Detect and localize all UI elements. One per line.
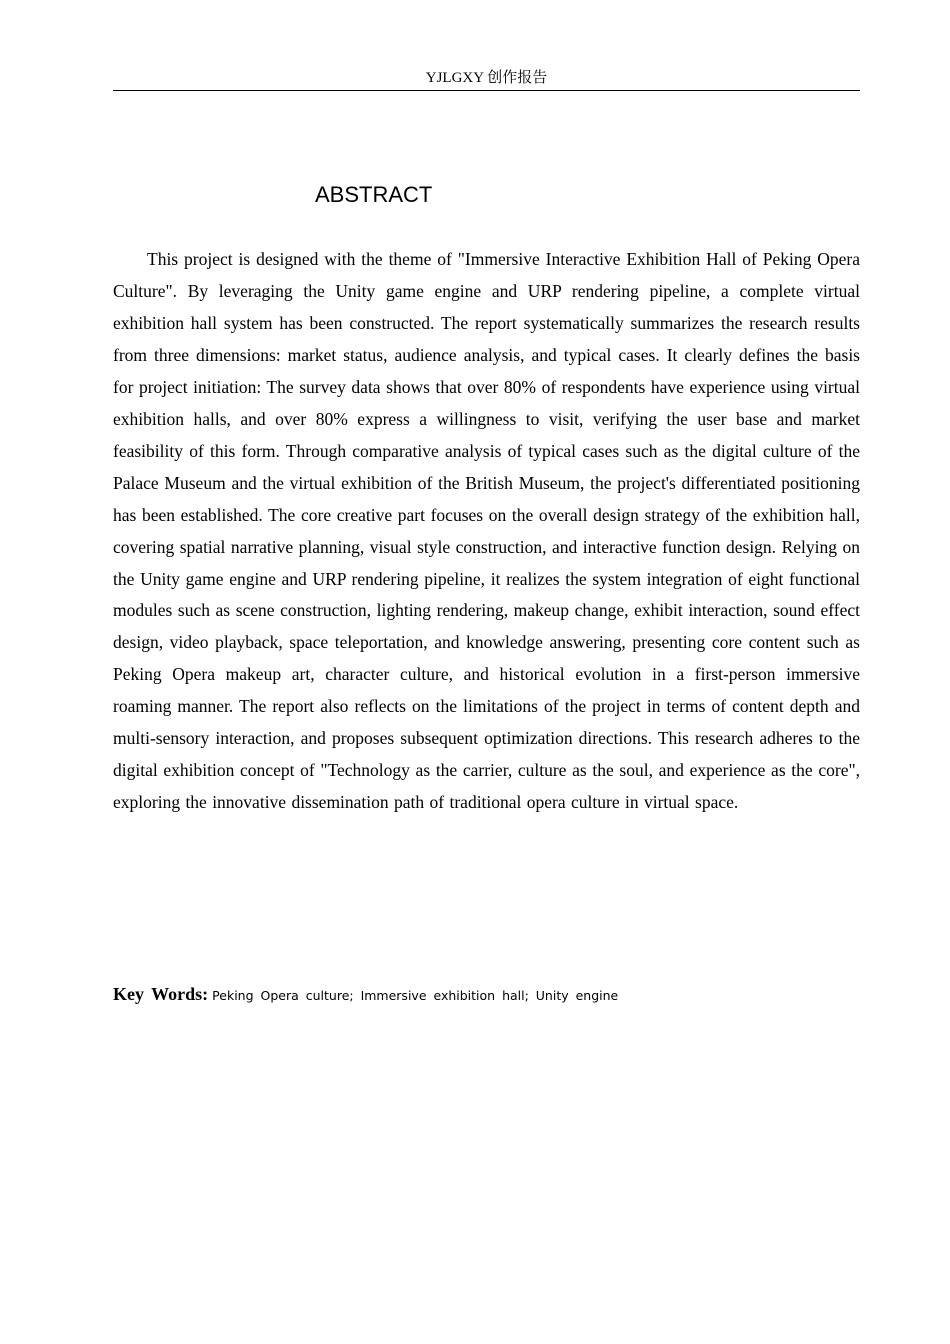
keywords-value: Peking Opera culture; Immersive exhibition hall; Unity engine	[212, 988, 619, 1003]
abstract-body: This project is designed with the theme of "Immersive Interactive Exhibition Hall of Peking Opera Culture". By leveraging the Unity game engine and URP rendering pipeline, a complete virtual exhibition hall system has been constructed. The report systematically summarizes the research results from three dimensions: market status, audience analysis, and typical cases. It clearly defines the basis for project initiation: The survey data shows that over 80% of respondents have experience using virtual exhibition halls, and over 80% express a willingness to visit, verifying the user base and market feasibility of this form. Through comparative analysis of typical cases such as the digital culture of the Palace Museum and the virtual exhibition of the British Museum, the project's differentiated positioning has been established. The core creative part focuses on the overall design strategy of the exhibition hall, covering spatial narrative planning, visual style construction, and interactive function design. Relying on the Unity game engine and URP rendering pipeline, it realizes the system integration of eight functional modules such as scene construction, lighting rendering, makeup change, exhibit interaction, sound effect design, video playback, space teleportation, and knowledge answering, presenting core content such as Peking Opera makeup art, character culture, and historical evolution in a first-person immersive roaming manner. The report also reflects on the limitations of the project in terms of content depth and multi-sensory interaction, and proposes subsequent optimization directions. This research adheres to the digital exhibition concept of "Technology as the carrier, culture as the soul, and experience as the core", exploring the innovative dissemination path of traditional opera culture in virtual space.	[113, 249, 860, 813]
page-header: YJLGXY 创作报告	[113, 66, 860, 91]
keywords-line	[113, 981, 860, 1009]
abstract-title: ABSTRACT	[315, 182, 433, 207]
keywords-label: Key Words:	[113, 984, 209, 1004]
